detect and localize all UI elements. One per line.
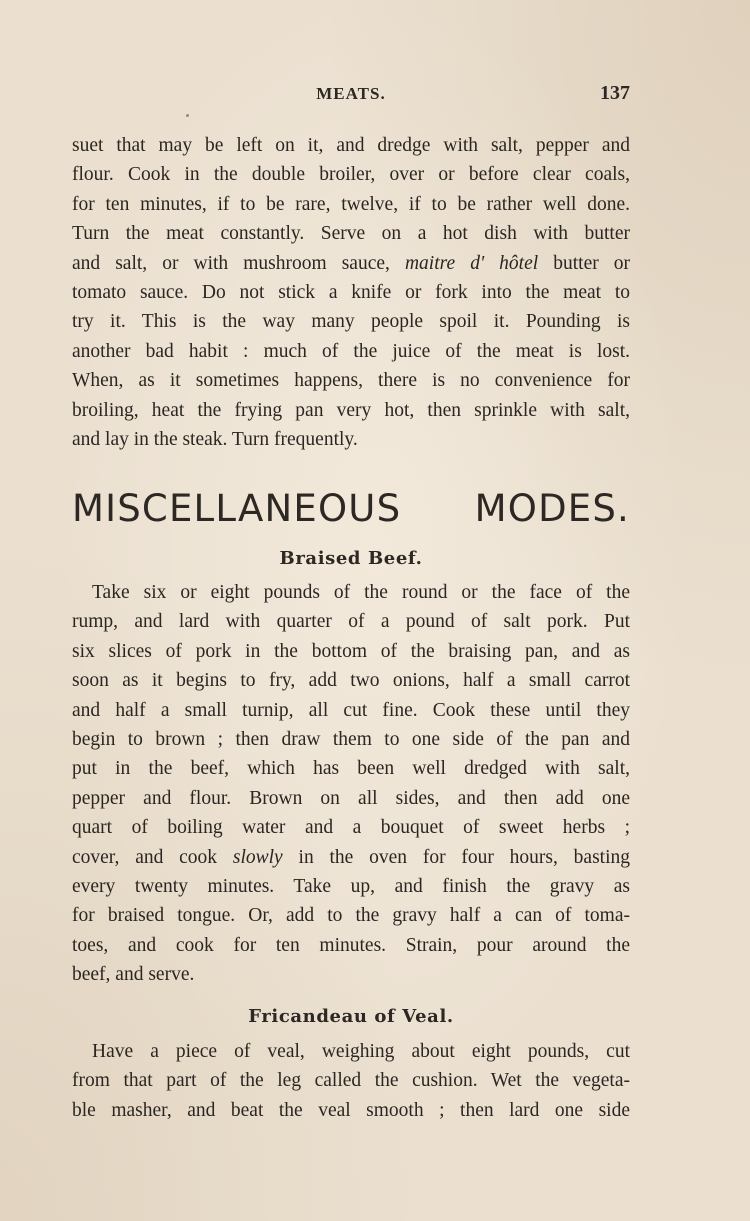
italic-term: maitre d' hôtel <box>404 252 539 274</box>
text-line: and half a small turnip, all cut fine. Cook these until they <box>72 699 630 721</box>
text-line: flour. Cook in the double broiler, over or before clear coals, <box>72 164 630 186</box>
text-line: begin to brown ; then draw them to one side of the pan and <box>72 728 630 750</box>
text-segment: cover, and cook <box>72 846 218 868</box>
paragraph-continuation <box>72 131 630 454</box>
text-line: every twenty minutes. Take up, and finish the gravy as <box>72 875 630 897</box>
text-line: try it. This is the way many people spoil it. Pounding is <box>72 311 630 333</box>
recipe-body-braised-beef <box>72 578 630 989</box>
text-line-mixed <box>72 249 630 278</box>
text-line: for braised tongue. Or, add to the gravy half a can of toma- <box>72 905 630 927</box>
text-line: ble masher, and beat the veal smooth ; then lard one side <box>72 1099 630 1121</box>
text-line: tomato sauce. Do not stick a knife or fork into the meat to <box>72 281 630 303</box>
text-line: rump, and lard with quarter of a pound of salt pork. Put <box>72 611 630 633</box>
text-line: from that part of the leg called the cushion. Wet the vegeta- <box>72 1070 630 1092</box>
text-segment: and salt, or with mushroom sauce, <box>72 252 390 274</box>
text-line: pepper and flour. Brown on all sides, and then add one <box>72 787 630 809</box>
text-line: beef, and serve. <box>72 964 195 986</box>
text-line: Turn the meat constantly. Serve on a hot dish with butter <box>72 223 630 245</box>
section-heading: MISCELLANEOUS MODES. <box>72 487 630 530</box>
text-line: soon as it begins to fry, add two onions, half a small carrot <box>72 670 630 692</box>
text-line: toes, and cook for ten minutes. Strain, pour around the <box>72 934 630 956</box>
text-line: for ten minutes, if to be rare, twelve, if to be rather well done. <box>72 193 630 215</box>
recipe-title-fricandeau-of-veal: Fricandeau of Veal. <box>248 1006 454 1027</box>
text-line: broiling, heat the frying pan very hot, then sprinkle with salt, <box>72 399 630 421</box>
text-line: and lay in the steak. Turn frequently. <box>72 428 358 450</box>
running-head <box>72 84 630 108</box>
text-line: another bad habit : much of the juice of the meat is lost. <box>72 340 630 362</box>
text-line: put in the beef, which has been well dredged with salt, <box>72 758 630 780</box>
text-line: quart of boiling water and a bouquet of sweet herbs ; <box>72 817 630 839</box>
text-line: suet that may be left on it, and dredge with salt, pepper and <box>72 135 630 156</box>
running-title: MEATS. <box>316 84 386 103</box>
text-line: When, as it sometimes happens, there is no convenience for <box>72 370 630 392</box>
text-segment: butter or <box>553 252 631 274</box>
text-segment: in the oven for four hours, basting <box>298 846 630 868</box>
recipe-body-fricandeau-of-veal <box>72 1037 630 1125</box>
text-line: Take six or eight pounds of the round or the face of the <box>92 582 630 603</box>
paper-speck <box>186 114 189 117</box>
recipe-title-braised-beef: Braised Beef. <box>279 548 423 569</box>
text-line-mixed <box>72 843 630 872</box>
text-line: six slices of pork in the bottom of the braising pan, and as <box>72 640 630 662</box>
page-number: 137 <box>600 82 630 104</box>
text-line: Have a piece of veal, weighing about eight pounds, cut <box>92 1041 630 1062</box>
italic-term: slowly <box>232 846 283 868</box>
